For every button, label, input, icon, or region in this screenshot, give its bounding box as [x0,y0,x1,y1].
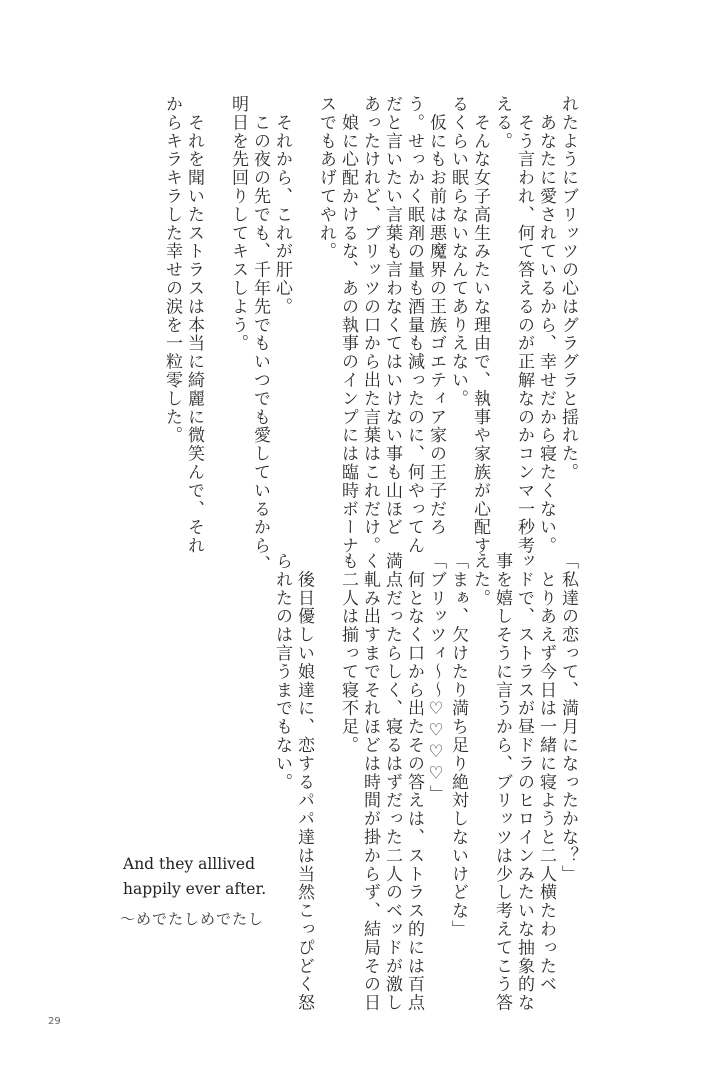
text-column: とりあえず今日は一緒に寝ようと二人横たわったベ [536,552,556,994]
text-column: だと言いたい言葉も言わなくてはいけない事も山ほど [382,95,402,537]
text-column: あなたに愛されているから、幸せだから寝たくない。 [536,95,556,555]
ending-line: 〜めでたしめでたし [120,910,265,928]
english-epilogue [123,852,266,902]
text-column: えた。 [470,552,490,608]
text-column: 「ブリッツィ〜〜♡♡♡♡」 [426,552,446,804]
text-column: 娘に心配かけるな、あの執事のインプには臨時ボーナ [338,95,358,555]
text-column: るくらい眠らないなんてありえない。 [448,95,468,408]
text-column: そんな女子高生みたいな理由で、執事や家族が心配す [470,95,490,555]
text-column: 仮にもお前は悪魔界の王族ゴエティア家の王子だろ [426,95,446,537]
text-column: える。 [492,95,512,151]
text-column: スでもあげてやれ。 [316,95,336,261]
english-line: And they alllived [123,855,256,873]
text-column: も二人は揃って寝不足。 [338,552,358,755]
text-column: からキラキラした幸せの涙を一粒零した。 [162,95,182,445]
text-column: 「まぁ、欠けたり満ち足り絶対しないけどな」 [448,552,468,939]
text-column: 事を嬉しそうに言うから、ブリッツは少し考えてこう答 [492,552,512,1012]
text-column: ッドで、ストラスが昼ドラのヒロインみたいな抽象的な [514,552,534,1012]
text-column: 「私達の恋って、満月になったかな？」 [558,552,578,884]
text-column: られたのは言うまでもない。 [272,552,292,792]
english-line: happily ever after. [123,880,267,898]
text-column: そう言われ、何て答えるのが正解なのかコンマ一秒考 [514,95,534,555]
text-column: く軋み出すまでそれほどは時間が掛からず、結局その日 [360,552,380,1012]
text-column: 満点だったらしく、寝るはずだった二人のベッドが激し [382,552,402,1012]
text-column: それから、これが肝心。 [272,95,292,316]
text-column: 明日を先回りしてキスしよう。 [228,95,248,353]
text-column: う。せっかく眠剤の量も酒量も減ったのに、何やってん [404,95,424,555]
page-number: 29 [48,1016,61,1027]
text-column: それを聞いたストラスは本当に綺麗に微笑んで、それ [184,95,204,555]
text-column: 後日優しい娘達に、恋するパパ達は当然こっぴどく怒 [294,552,314,1012]
text-column: れたようにブリッツの心はグラグラと揺れた。 [558,95,578,482]
text-column: 何となく口から出たその答えは、ストラス的には百点 [404,552,424,1012]
text-column: この夜の先でも、千年先でもいつでも愛しているから、 [250,95,270,574]
text-column: あったけれど、ブリッツの口から出た言葉はこれだけ。 [360,95,380,555]
